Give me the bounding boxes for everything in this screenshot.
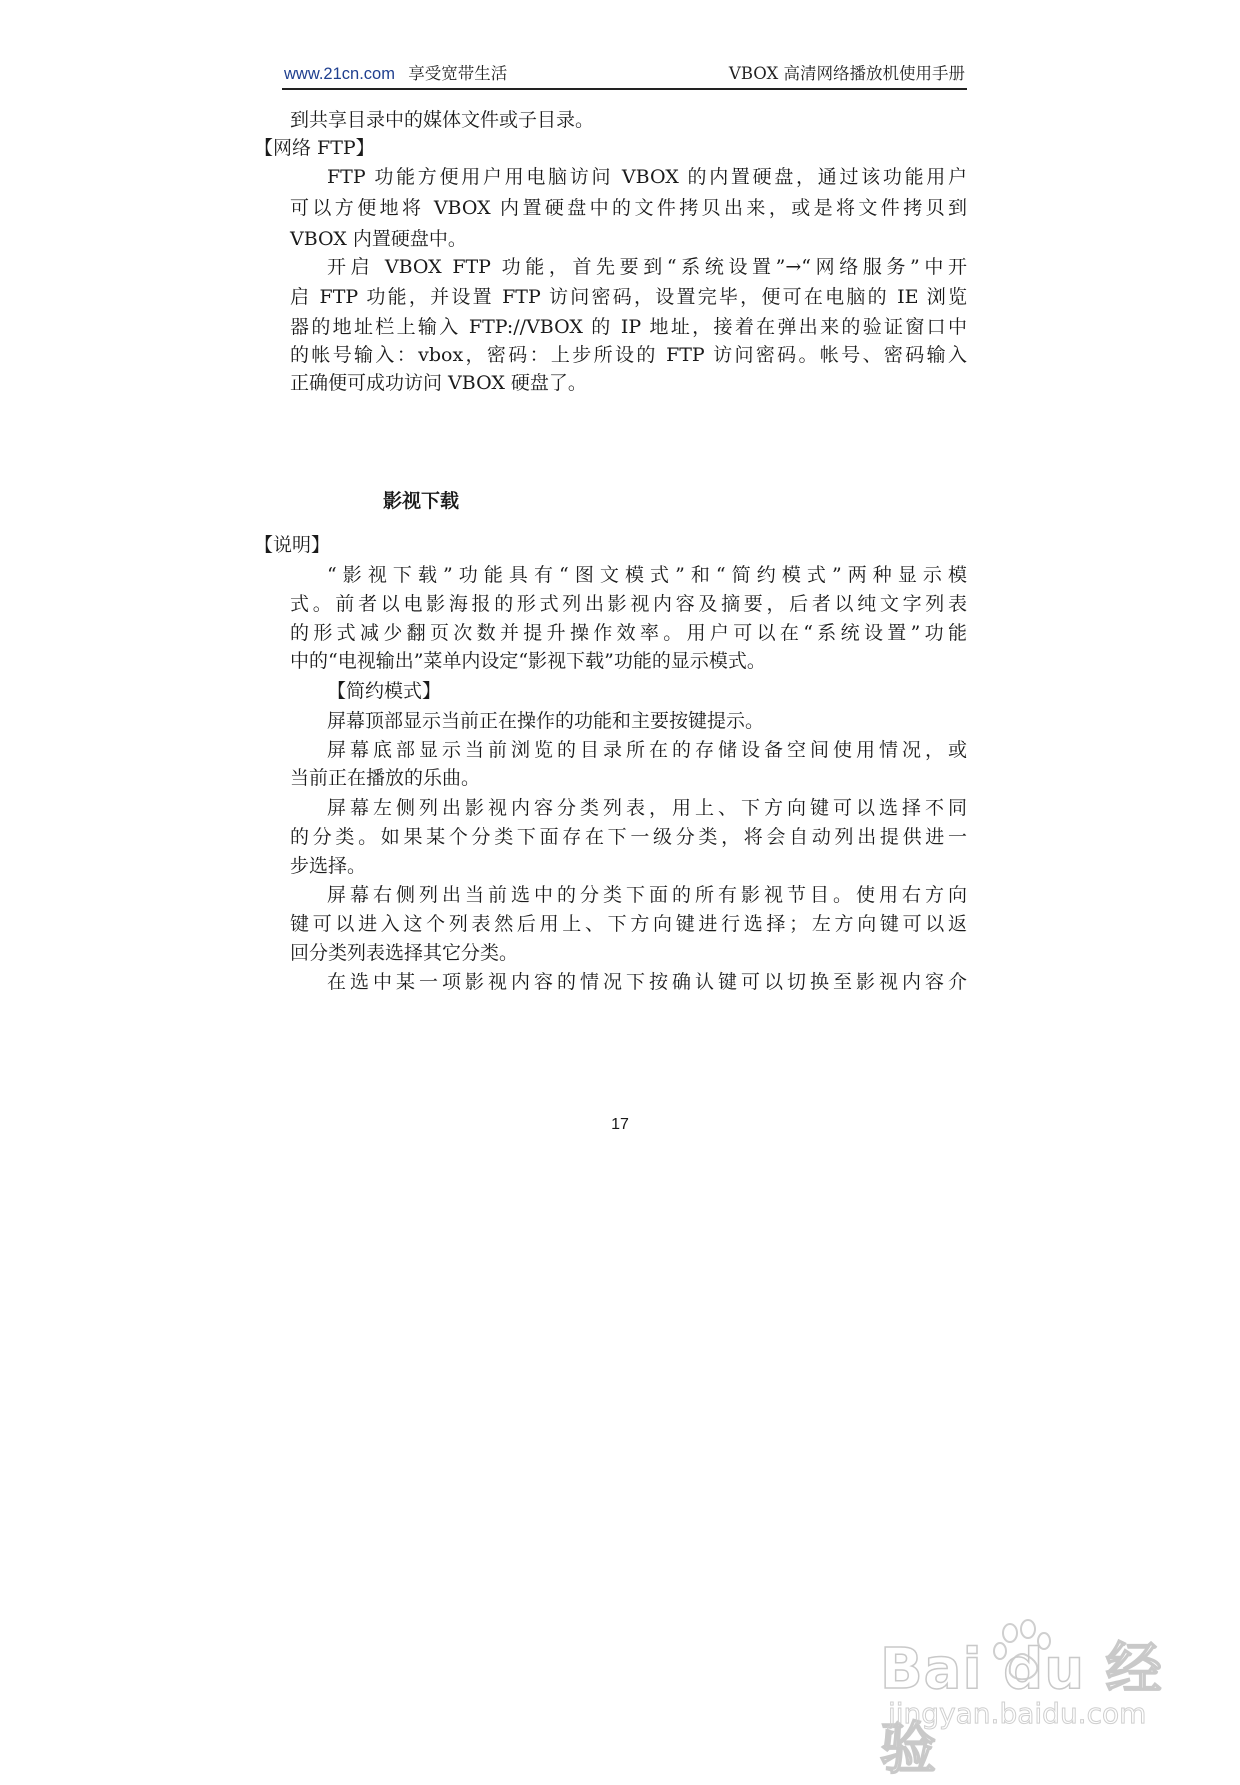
site-slogan: 享受宽带生活	[408, 64, 508, 83]
text-line: 屏幕左侧列出影视内容分类列表，用上、下方向键可以选择不同	[327, 797, 967, 819]
text-line: 屏幕右侧列出当前选中的分类下面的所有影视节目。使用右方向	[327, 884, 967, 906]
text-line: 正确便可成功访问 VBOX 硬盘了。	[290, 372, 587, 394]
text-line: VBOX 内置硬盘中。	[290, 228, 467, 250]
watermark-url: jingyan.baidu.com	[888, 1697, 1147, 1730]
site-url: www.21cn.com	[284, 65, 395, 83]
text-line: 的分类。如果某个分类下面存在下一级分类，将会自动列出提供进一	[290, 826, 967, 848]
text-line: 到共享目录中的媒体文件或子目录。	[290, 109, 595, 131]
simple-mode-label: 【简约模式】	[327, 680, 442, 702]
text-line: 开启 VBOX FTP 功能，首先要到“系统设置”→“网络服务”中开	[327, 256, 967, 278]
section-heading: 影视下载	[383, 490, 460, 512]
text-line: “影视下载”功能具有“图文模式”和“简约模式”两种显示模	[327, 564, 967, 586]
text-line: 屏幕底部显示当前浏览的目录所在的存储设备空间使用情况，或	[327, 739, 967, 761]
header-left	[284, 60, 507, 84]
page-number: 17	[611, 1116, 629, 1133]
text-line: 式。前者以电影海报的形式列出影视内容及摘要，后者以纯文字列表	[290, 593, 967, 615]
text-line: 启 FTP 功能，并设置 FTP 访问密码，设置完毕，便可在电脑的 IE 浏览	[290, 286, 967, 308]
text-line: 的帐号输入：vbox，密码：上步所设的 FTP 访问密码。帐号、密码输入	[290, 344, 967, 366]
text-line: 步选择。	[290, 855, 367, 877]
description-label: 【说明】	[254, 534, 331, 556]
manual-title: VBOX 高清网络播放机使用手册	[728, 64, 965, 83]
text-line: 的形式减少翻页次数并提升操作效率。用户可以在“系统设置”功能	[290, 622, 967, 644]
text-line: 在选中某一项影视内容的情况下按确认键可以切换至影视内容介	[327, 971, 967, 993]
text-line: 可以方便地将 VBOX 内置硬盘中的文件拷贝出来，或是将文件拷贝到	[290, 197, 967, 219]
text-line: 屏幕顶部显示当前正在操作的功能和主要按键提示。	[327, 710, 765, 732]
ftp-section-label: 【网络 FTP】	[254, 137, 375, 159]
page-header	[282, 56, 967, 90]
watermark-logo: Bai du 经验	[880, 1637, 1163, 1782]
text-line: 键可以进入这个列表然后用上、下方向键进行选择；左方向键可以返	[290, 913, 967, 935]
text-line: 中的“电视输出”菜单内设定“影视下载”功能的显示模式。	[290, 650, 766, 672]
text-line: FTP 功能方便用户用电脑访问 VBOX 的内置硬盘，通过该功能用户	[327, 166, 967, 188]
baidu-jingyan-watermark	[880, 1625, 1180, 1782]
text-line: 器的地址栏上输入 FTP://VBOX 的 IP 地址，接着在弹出来的验证窗口中	[290, 316, 967, 338]
text-line: 回分类列表选择其它分类。	[290, 942, 519, 964]
text-line: 当前正在播放的乐曲。	[290, 767, 481, 789]
